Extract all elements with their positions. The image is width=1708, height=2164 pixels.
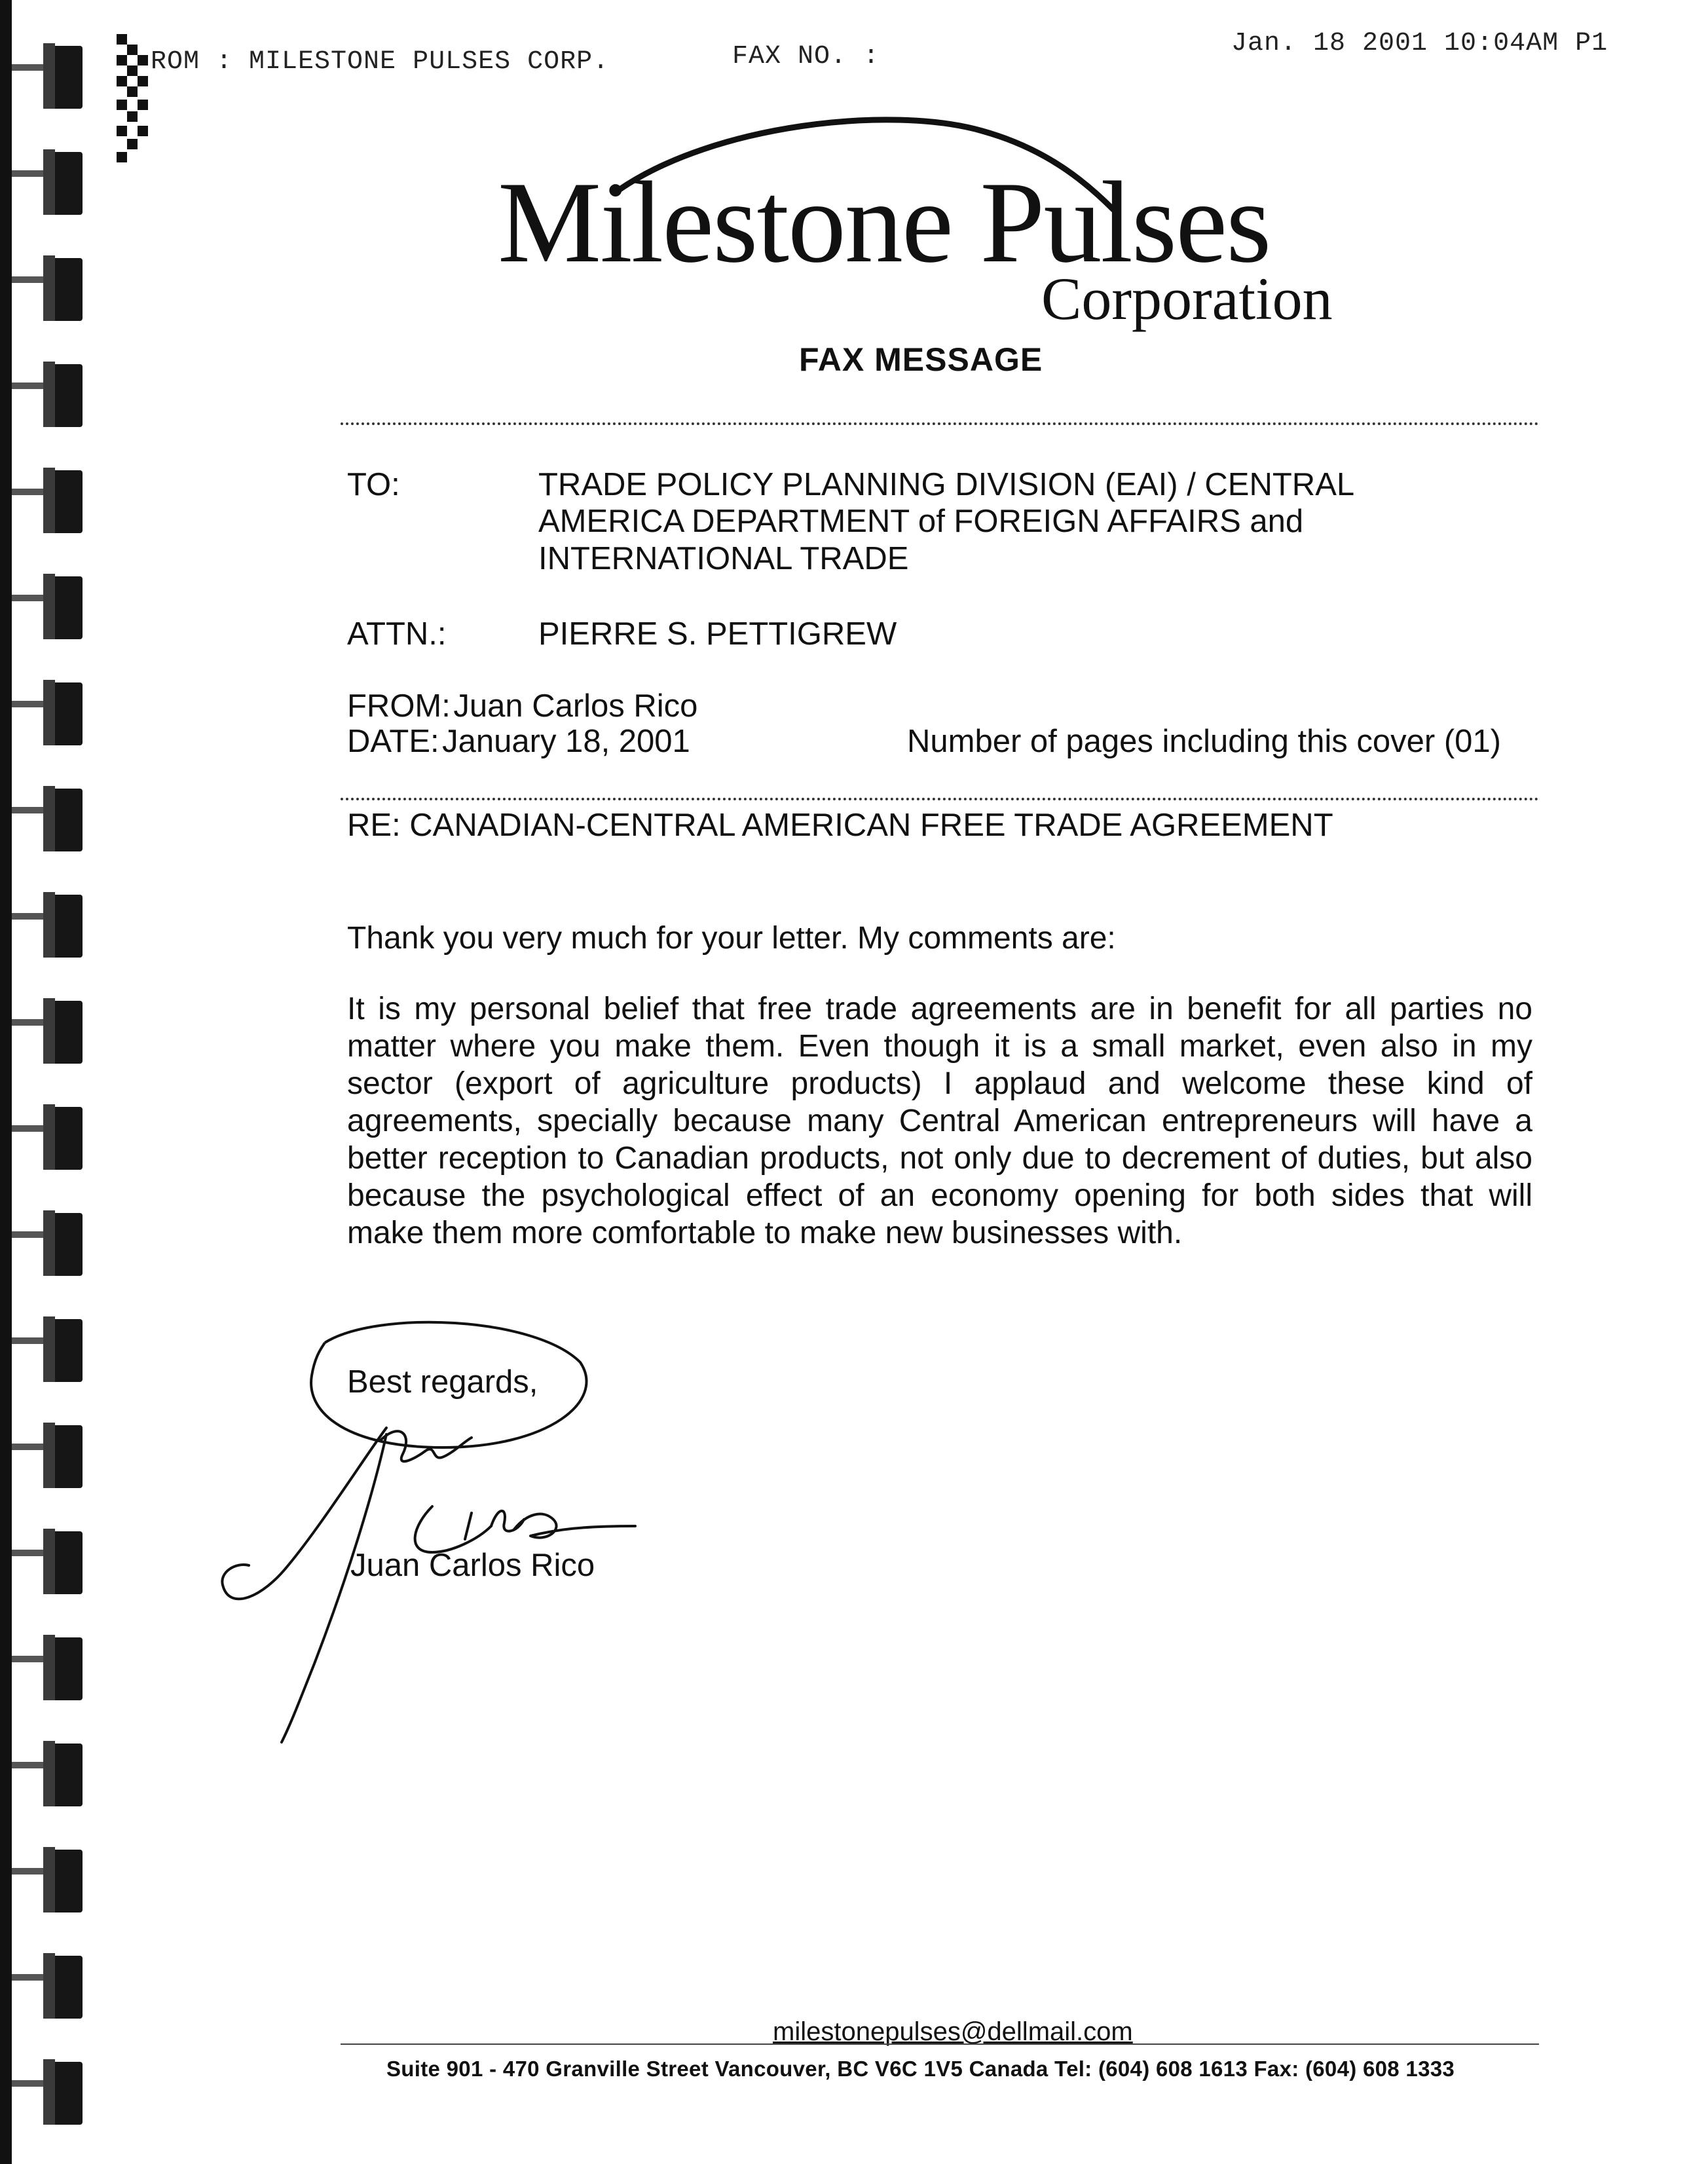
from-value: Juan Carlos Rico (453, 688, 698, 724)
body-intro: Thank you very much for your letter. My comments are: (347, 921, 1116, 956)
binder-hole (12, 570, 90, 642)
binder-hole (12, 1419, 90, 1491)
binder-hole (12, 1206, 90, 1278)
fax-checker-mark (105, 34, 157, 172)
footer-address: Suite 901 - 470 Granville Street Vancouver, BC V6C 1V5 Canada Tel: (604) 608 1613 Fax: (604) 608 1333 (386, 2057, 1455, 2081)
signer-name: Juan Carlos Rico (350, 1548, 595, 1583)
fax-from-header: ROM : MILESTONE PULSES CORP. (151, 47, 610, 77)
fax-message-title: FAX MESSAGE (799, 341, 1043, 378)
binder-hole (12, 994, 90, 1066)
company-logo-name: Milestone Pulses (498, 157, 1271, 287)
binder-hole (12, 782, 90, 854)
binder-hole (12, 676, 90, 748)
binder-hole (12, 1631, 90, 1703)
binder-edge (0, 0, 12, 2164)
subject-line: RE: CANADIAN-CENTRAL AMERICAN FREE TRADE AGREEMENT (347, 808, 1333, 843)
attn-label: ATTN.: (347, 616, 447, 652)
binder-hole (12, 1525, 90, 1597)
date-value: January 18, 2001 (442, 724, 690, 759)
recipient-line: INTERNATIONAL TRADE (538, 540, 909, 576)
header-divider (341, 422, 1539, 425)
recipient-line: AMERICA DEPARTMENT of FOREIGN AFFAIRS and (538, 504, 1304, 540)
body-paragraph: It is my personal belief that free trade agreements are in benefit for all parties no matter where you make them. Even though it is a small market, even also in my sector (export of agriculture products) I applaud and welcome these kind of agreements, specially because many Central American entrepreneurs will have a better reception to Canadian products, not only due to decrement of duties, but also because the psychological effect of an economy opening for both sides that will make them more comfortable to make new businesses with. (347, 992, 1532, 1250)
binder-hole (12, 888, 90, 960)
page-count: Number of pages including this cover (01) (907, 724, 1501, 759)
date-label: DATE: (347, 724, 439, 759)
binder-hole (12, 1100, 90, 1172)
binder-hole (12, 252, 90, 324)
binder-hole (12, 464, 90, 536)
footer-email: milestonepulses@dellmail.com (773, 2017, 1133, 2046)
binder-hole (12, 2055, 90, 2127)
binder-hole (12, 358, 90, 430)
footer-divider (341, 2043, 1539, 2045)
handwritten-signature (216, 1415, 661, 1782)
binder-holes-strip (0, 0, 98, 2164)
attn-value: PIERRE S. PETTIGREW (538, 616, 897, 652)
from-label: FROM: (347, 688, 451, 724)
company-logo-suffix: Corporation (1041, 265, 1333, 332)
fax-number-header: FAX NO. : (732, 42, 880, 71)
binder-hole (12, 1843, 90, 1915)
fax-timestamp: Jan. 18 2001 10:04AM P1 (1231, 29, 1608, 58)
binder-hole (12, 1313, 90, 1385)
from-row (347, 688, 697, 724)
binder-hole (12, 1949, 90, 2021)
binder-hole (12, 39, 90, 111)
closing-text: Best regards, (347, 1364, 538, 1400)
to-label: TO: (347, 467, 400, 502)
re-divider (341, 798, 1539, 800)
binder-hole (12, 1737, 90, 1809)
binder-hole (12, 145, 90, 217)
recipient-line: TRADE POLICY PLANNING DIVISION (EAI) / CENTRAL (538, 467, 1355, 502)
date-row (347, 723, 690, 760)
recipient-block (538, 466, 1354, 577)
